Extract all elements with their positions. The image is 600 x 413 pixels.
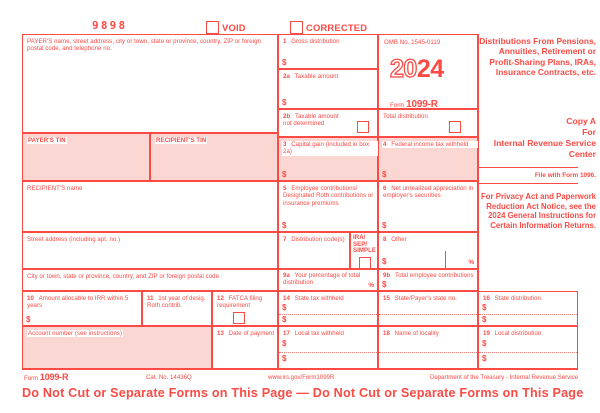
box-17-number: 17	[283, 330, 290, 337]
box-2b-number: 2b	[283, 113, 291, 120]
box-5-label: Employee contributions/ Designated Roth contributions or insurance premiums	[283, 185, 374, 207]
street-address-box[interactable]	[22, 232, 278, 269]
total-distribution-box[interactable]	[378, 109, 478, 137]
box-8-number: 8	[383, 236, 387, 243]
box-9a[interactable]	[278, 269, 378, 291]
box-17-divider	[279, 352, 377, 353]
box-15-divider	[379, 314, 477, 315]
box-17-label: Local tax withheld	[294, 330, 344, 337]
box-19-dollar-1: $	[482, 339, 487, 348]
box-1-dollar: $	[282, 58, 287, 67]
form-title: Distributions From Pensions, Annuities, Retirement or Profit-Sharing Plans, IRAs, Insurance Contracts, etc.	[479, 36, 596, 77]
void-label: VOID	[222, 22, 246, 33]
box-9a-percent: %	[368, 282, 374, 289]
box-10-dollar: $	[26, 315, 31, 324]
box-17-dollar-1: $	[282, 339, 287, 348]
box-8-inner-divider	[445, 251, 446, 269]
file-1096-rule-bottom	[478, 183, 578, 184]
footer-rule	[22, 369, 578, 370]
box-11-number: 11	[147, 295, 154, 302]
box-11-label: 1st year of desig. Roth contrib.	[147, 295, 206, 310]
box-1-label: Gross distribution	[291, 38, 340, 45]
footer-form-number	[24, 372, 68, 382]
corrected-checkbox[interactable]	[290, 21, 303, 34]
box-19-number: 19	[483, 330, 490, 337]
payer-tin-label: PAYER'S TIN	[28, 137, 66, 144]
file-with-1096: File with Form 1096.	[534, 172, 596, 179]
box-12-checkbox[interactable]	[233, 312, 245, 324]
box-13[interactable]	[212, 326, 278, 369]
box-2b-label: Taxable amount not determined	[283, 113, 339, 128]
box-2a[interactable]	[278, 69, 378, 109]
box-7-label: Distribution code(s)	[291, 236, 345, 243]
footer-form-word: Form	[24, 375, 39, 382]
box-3-dollar: $	[282, 170, 287, 179]
box-14[interactable]	[278, 291, 378, 326]
box-2a-dollar: $	[282, 98, 287, 107]
copy-a-label: Copy A	[566, 116, 596, 126]
box-4[interactable]	[378, 137, 478, 181]
form-word: Form	[390, 102, 405, 109]
box-13-number: 13	[217, 330, 224, 337]
privacy-act-notice: For Privacy Act and Paperwork Reduction Act Notice, see the 2024 General Instructions for Certain Information Returns.	[481, 192, 596, 230]
box-14-label: State tax withheld	[294, 295, 344, 302]
footer-form-value: 1099-R	[39, 372, 69, 382]
form-number-header	[390, 99, 438, 110]
box-10-number: 10	[27, 295, 34, 302]
total-distribution-label: Total distribution	[383, 113, 428, 120]
box-2b-checkbox[interactable]	[357, 121, 369, 133]
footer-dept: Department of the Treasury - Internal Revenue Service	[429, 374, 578, 381]
box-9b[interactable]	[378, 269, 478, 291]
box-6[interactable]	[378, 181, 478, 232]
box-9b-dollar: $	[382, 280, 387, 289]
ira-sep-simple-checkbox[interactable]	[359, 257, 371, 269]
box-16[interactable]	[478, 291, 578, 326]
footer-cat-no: Cat. No. 14436Q	[146, 374, 192, 381]
box-3-number: 3	[283, 141, 287, 148]
box-8-label: Other	[391, 236, 407, 243]
box-6-label: Net unrealized appreciation in employer's securities	[383, 185, 474, 200]
box-9b-number: 9b	[383, 272, 391, 279]
copy-a-block	[478, 116, 596, 160]
void-checkbox[interactable]	[206, 21, 219, 34]
box-8-dollar: $	[382, 257, 387, 266]
box-16-number: 16	[483, 295, 490, 302]
box-19-label: Local distribution	[494, 330, 542, 337]
box-10[interactable]	[22, 291, 142, 326]
box-14-divider	[279, 314, 377, 315]
box-18-divider	[379, 352, 477, 353]
ira-sep-simple-label: IRA/ SEP/ SIMPLE	[353, 234, 376, 255]
do-not-cut-notice: Do Not Cut or Separate Forms on This Page — Do Not Cut or Separate Forms on This Page	[22, 386, 584, 400]
recipient-name-label: RECIPIENT'S name	[27, 185, 83, 192]
box-4-dollar: $	[382, 170, 387, 179]
box-4-number: 4	[383, 141, 387, 148]
box-9a-label: Your percentage of total distribution	[283, 272, 361, 287]
box-7-number: 7	[283, 236, 287, 243]
box-12-label: FATCA filing requirement	[217, 295, 263, 310]
box-19-divider	[479, 352, 577, 353]
box-2a-label: Taxable amount	[294, 73, 339, 80]
copy-for-label: For	[582, 127, 596, 137]
box-19-dollar-2: $	[482, 354, 487, 363]
box-14-dollar-2: $	[282, 315, 287, 324]
box-7[interactable]	[278, 232, 350, 269]
file-1096-rule	[478, 167, 578, 168]
box-13-label: Date of payment	[228, 330, 275, 337]
box-15-number: 15	[383, 295, 390, 302]
box-14-number: 14	[283, 295, 290, 302]
box-5[interactable]	[278, 181, 378, 232]
recipient-tin-label: RECIPIENT'S TIN	[156, 137, 207, 144]
box-1[interactable]	[278, 34, 378, 69]
account-number-label: Account number (see instructions)	[28, 330, 123, 337]
payer-name-box[interactable]	[22, 34, 278, 133]
omb-number: OMB No. 1545-0119	[384, 39, 441, 46]
box-4-label: Federal income tax withheld	[391, 141, 469, 148]
footer-url[interactable]: www.irs.gov/Form1099R	[268, 374, 335, 381]
box-16-divider	[479, 314, 577, 315]
tax-year	[390, 57, 444, 82]
street-address-label: Street address (including apt. no.)	[27, 236, 121, 243]
box-1-number: 1	[283, 38, 287, 45]
box-17[interactable]	[278, 326, 378, 369]
box-16-dollar-2: $	[482, 315, 487, 324]
box-11[interactable]	[142, 291, 212, 326]
year-prefix: 20	[390, 55, 417, 83]
payer-name-label: PAYER'S name, street address, city or town, state or province, country, ZIP or foreign postal code, and telephone no.	[27, 38, 261, 53]
box-15-label: State/Payer's state no.	[394, 295, 457, 302]
scanline-number: 9898	[92, 19, 128, 32]
box-5-dollar: $	[282, 221, 287, 230]
copy-irs-label: Internal Revenue Service Center	[493, 138, 596, 159]
box-3-label: Capital gain (included in box 2a)	[283, 141, 370, 156]
ira-sep-simple-box[interactable]	[350, 232, 378, 269]
box-8-percent: %	[468, 259, 474, 266]
box-16-label: State distribution	[494, 295, 541, 302]
box-6-number: 6	[383, 185, 387, 192]
year-suffix: 24	[416, 55, 444, 83]
box-17-dollar-2: $	[282, 354, 287, 363]
city-state-box[interactable]	[22, 269, 278, 291]
box-8[interactable]	[378, 232, 478, 269]
box-3[interactable]	[278, 137, 378, 181]
box-18-number: 18	[383, 330, 390, 337]
box-10-label: Amount allocable to IRR within 5 years	[27, 295, 129, 310]
box-9b-label: Total employee contributions	[394, 272, 474, 279]
box-12-number: 12	[217, 295, 224, 302]
box-9a-number: 9a	[283, 272, 290, 279]
box-16-dollar-1: $	[482, 303, 487, 312]
payer-tin-box[interactable]	[22, 133, 150, 181]
recipient-name-box[interactable]	[22, 181, 278, 232]
box-15[interactable]	[378, 291, 478, 326]
recipient-tin-box[interactable]	[150, 133, 278, 181]
city-state-label: City or town, state or province, country, and ZIP or foreign postal code	[27, 273, 220, 280]
form-number-value: 1099-R	[406, 99, 438, 110]
box-12[interactable]	[212, 291, 278, 326]
box-18[interactable]	[378, 326, 478, 369]
box-6-dollar: $	[382, 221, 387, 230]
box-2b[interactable]	[278, 109, 378, 137]
account-number-box[interactable]	[22, 326, 212, 369]
box-19[interactable]	[478, 326, 578, 369]
total-distribution-checkbox[interactable]	[449, 121, 461, 133]
corrected-label: CORRECTED	[306, 22, 368, 33]
box-2a-number: 2a	[283, 73, 290, 80]
box-18-label: Name of locality	[394, 330, 439, 337]
box-14-dollar-1: $	[282, 303, 287, 312]
box-5-number: 5	[283, 185, 287, 192]
